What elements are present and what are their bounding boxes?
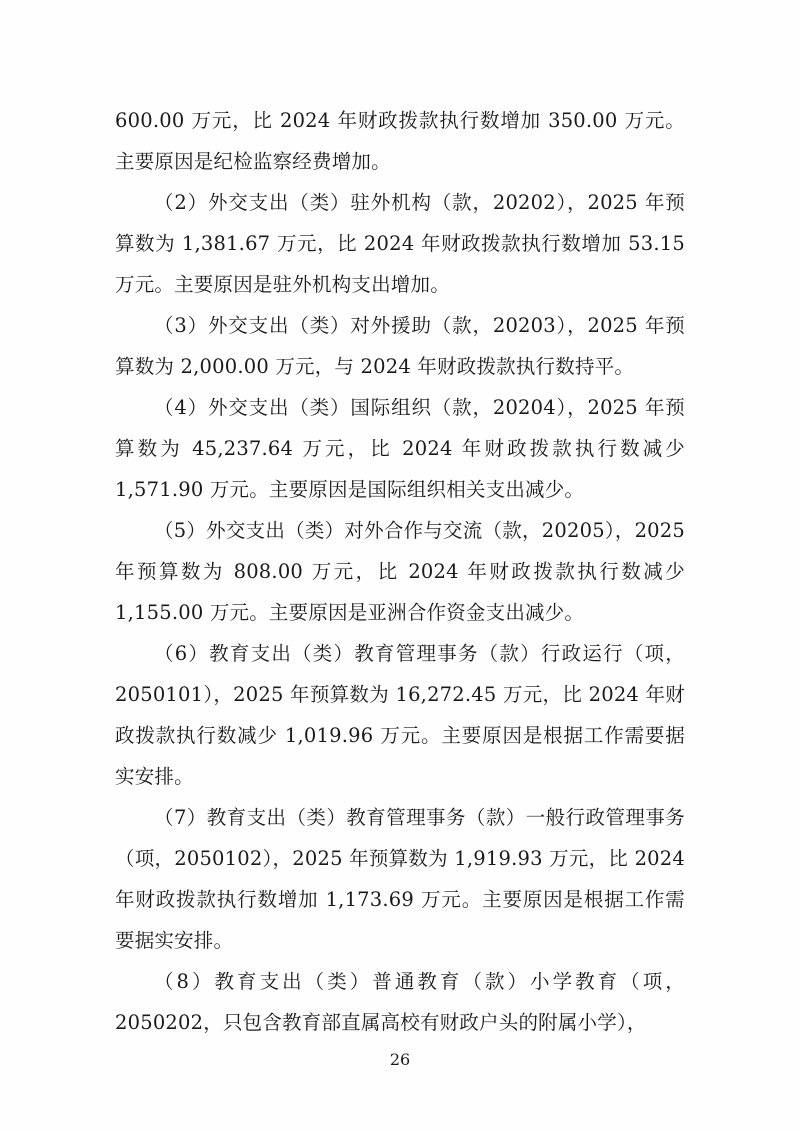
paragraph-7: （7）教育支出（类）教育管理事务（款）一般行政管理事务（项，2050102），2025 年预算数为 1,919.93 万元，比 2024 年财政拨款执行数增加 1,173.69 万元。主要原因是根据工作需要据实安排。 xyxy=(115,806,685,952)
paragraph-2: （2）外交支出（类）驻外机构（款，20202），2025 年预算数为 1,381.67 万元，比 2024 年财政拨款执行数增加 53.15 万元。主要原因是驻外机构支出增加。 xyxy=(115,191,685,296)
paragraph-5: （5）外交支出（类）对外合作与交流（款，20205），2025 年预算数为 808.00 万元，比 2024 年财政拨款执行数减少 1,155.00 万元。主要原因是亚洲合作资金支出减少。 xyxy=(115,519,685,624)
page-number: 26 xyxy=(389,1050,411,1069)
paragraph-1: 600.00 万元，比 2024 年财政拨款执行数增加 350.00 万元。主要原因是纪检监察经费增加。 xyxy=(115,109,685,173)
paragraph-4: （4）外交支出（类）国际组织（款，20204），2025 年预算数为 45,237.64 万元，比 2024 年财政拨款执行数减少 1,571.90 万元。主要原因是国际组织相关支出减少。 xyxy=(115,396,685,501)
paragraph-8: （8）教育支出（类）普通教育（款）小学教育（项，2050202，只包含教育部直属高校有财政户头的附属小学）， xyxy=(115,970,685,1034)
document-body xyxy=(115,100,685,1043)
paragraph-6: （6）教育支出（类）教育管理事务（款）行政运行（项，2050101），2025 年预算数为 16,272.45 万元，比 2024 年财政拨款执行数减少 1,019.96 万元。主要原因是根据工作需要据实安排。 xyxy=(115,642,685,788)
paragraph-3: （3）外交支出（类）对外援助（款，20203），2025 年预算数为 2,000.00 万元，与 2024 年财政拨款执行数持平。 xyxy=(115,314,685,378)
